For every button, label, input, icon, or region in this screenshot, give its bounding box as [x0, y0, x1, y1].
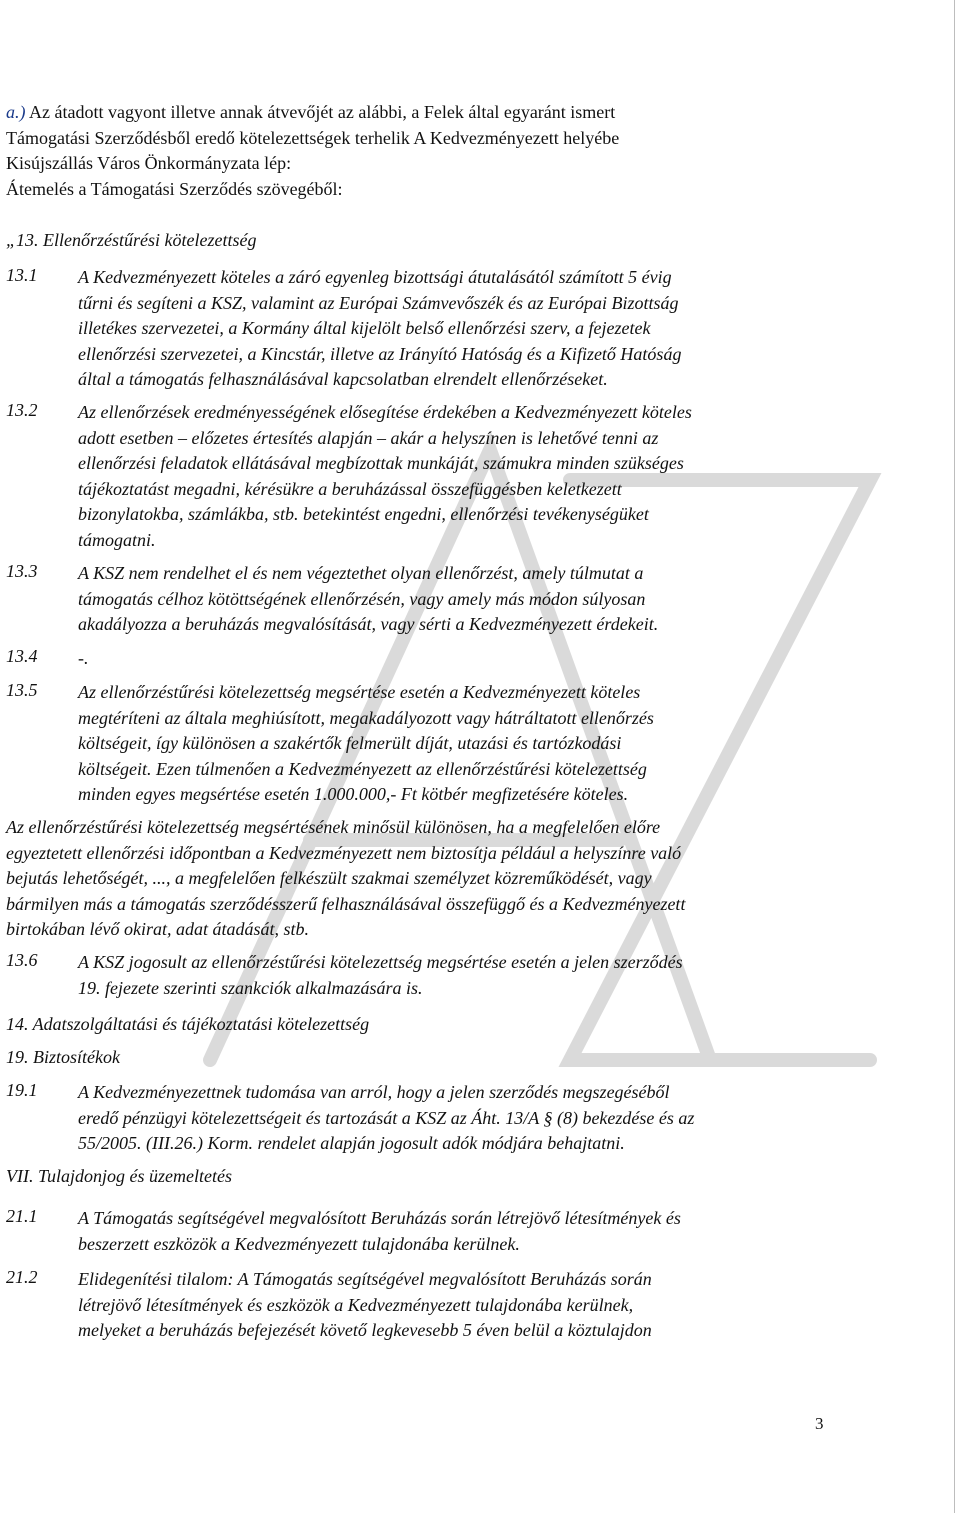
section-13-title: „13. Ellenőrzéstűrési kötelezettség — [6, 230, 257, 250]
text-line: eredő pénzügyi kötelezettségeit és tartozását a KSZ az Áht. 13/A § (8) bekezdése és az — [78, 1107, 695, 1128]
text-line: adott esetben – előzetes értesítés alapján – akár a helyszínen is lehetővé tenni az — [78, 427, 659, 448]
text-line: költségeit, így különösen a szakértők felmerült díját, utazási és tartózkodási — [78, 733, 622, 753]
item-number: 13.1 — [6, 265, 38, 285]
text-line: 55/2005. (III.26.) Korm. rendelet alapján jogosult adók módjára behajtatni. — [78, 1133, 625, 1153]
text-line: ellenőrzési feladatok ellátásával megbízottak munkáját, számukra minden szükséges — [78, 453, 684, 473]
text-line: költségeit. Ezen túlmenően a Kedvezményezett az ellenőrzéstűrési kötelezettség — [78, 758, 647, 779]
item-number: 13.2 — [6, 400, 38, 420]
item-number: 21.2 — [6, 1267, 38, 1287]
text-line: egyeztetett ellenőrzési időpontban a Kedvezményezett nem biztosítja például a helyszínre való — [6, 842, 682, 863]
text-line: A Támogatás segítségével megvalósított Beruházás során létrejövő létesítmények és — [78, 1208, 681, 1228]
text-line: tűrni és segíteni a KSZ, valamint az Európai Számvevőszék és az Európai Bizottság — [78, 292, 679, 313]
page-edge-line — [954, 0, 955, 1513]
text-line: támogatni. — [78, 529, 156, 550]
text-line: birtokában lévő okirat, adat átadását, stb. — [6, 919, 309, 939]
item-number: 13.6 — [6, 950, 38, 970]
text-line: bizonylatokba, számlákba, stb. betekintést engedni, ellenőrzési tevékenységüket — [78, 504, 649, 524]
item-21-1-text — [78, 1206, 826, 1257]
item-21-2-text — [78, 1267, 826, 1344]
text-line: illetékes szervezetei, a Kormány által kijelölt belső ellenőrzési szerv, a fejezetek — [78, 318, 651, 338]
text-line: megtéríteni az általa meghiúsított, megakadályozott vagy hátráltatott ellenőrzés — [78, 707, 654, 728]
text-line: A Kedvezményezettnek tudomása van arról, hogy a jelen szerződés megszegéséből — [78, 1082, 670, 1102]
item-number: 21.1 — [6, 1206, 38, 1226]
text-line: -. — [78, 648, 89, 668]
item-13-3-text — [78, 561, 826, 638]
text-line: A Kedvezményezett köteles a záró egyenleg bizottsági átutalásától számított 5 évig — [78, 267, 672, 287]
text-line: Az ellenőrzések eredményességének elősegítése érdekében a Kedvezményezett köteles — [78, 402, 692, 422]
item-number: 13.4 — [6, 646, 38, 666]
item-13-6-text — [78, 950, 826, 1001]
text-line: által a támogatás felhasználásával kapcsolatban elrendelt ellenőrzéseket. — [78, 369, 608, 389]
text-line: bejutás lehetőségét, ..., a megfelelően felkészült szakmai személyzet közreműködését, vagy — [6, 868, 652, 888]
text-line: bármilyen más a támogatás szerződésszerű felhasználásával összefüggő és a Kedvezményezett — [6, 893, 686, 914]
text-line: Az ellenőrzéstűrési kötelezettség megsértése esetén a Kedvezményezett köteles — [78, 682, 641, 702]
text-line: támogatás célhoz kötöttségének ellenőrzésén, vagy amely más módon súlyosan — [78, 588, 646, 609]
item-13-1-text — [78, 265, 826, 393]
intro-line: Kisújszállás Város Önkormányzata lép: — [6, 153, 292, 173]
text-line: 19. fejezete szerinti szankciók alkalmazására is. — [78, 977, 423, 998]
intro-paragraph — [6, 100, 824, 202]
text-line: beszerzett eszközök a Kedvezményezett tulajdonába kerülnek. — [78, 1233, 520, 1254]
item-number: 19.1 — [6, 1080, 38, 1100]
text-line: Az ellenőrzéstűrési kötelezettség megsértésének minősül különösen, ha a megfelelően előre — [6, 817, 661, 837]
text-line: melyeket a beruházás befejezését követő legkevesebb 5 éven belül a köztulajdon — [78, 1320, 652, 1340]
text-line: akadályozza a beruházás megvalósítását, vagy sérti a Kedvezményezett érdekeit. — [78, 614, 659, 634]
page-number: 3 — [815, 1414, 824, 1433]
text-line: A KSZ nem rendelhet el és nem végeztethet olyan ellenőrzést, amely túlmutat a — [78, 563, 644, 583]
text-line: tájékoztatást megadni, kérésükre a beruházással összefüggésben keletkezett — [78, 478, 622, 499]
intro-line: a.) Az átadott vagyont illetve annak átvevőjét az alábbi, a Felek által egyaránt ismert — [6, 102, 616, 122]
item-13-4-text — [78, 646, 826, 672]
text-line: minden egyes megsértése esetén 1.000.000,- Ft kötbér megfizetésére köteles. — [78, 784, 629, 804]
item-19-1-text — [78, 1080, 826, 1157]
heading-vii: VII. Tulajdonjog és üzemeltetés — [6, 1166, 232, 1186]
item-number: 13.3 — [6, 561, 38, 581]
item-13-5-text — [78, 680, 826, 808]
heading-14: 14. Adatszolgáltatási és tájékoztatási kötelezettség — [6, 1014, 370, 1034]
item-13-2-text — [78, 400, 826, 553]
breach-paragraph — [6, 815, 826, 943]
text-line: létrejövő létesítmények és eszközök a Kedvezményezett tulajdonába kerülnek, — [78, 1294, 634, 1315]
item-number: 13.5 — [6, 680, 38, 700]
text-line: ellenőrzési szervezetei, a Kincstár, illetve az Irányító Hatóság és a Kifizető Hatóság — [78, 343, 682, 364]
text-line: A KSZ jogosult az ellenőrzéstűrési kötelezettség megsértése esetén a jelen szerződés — [78, 952, 683, 972]
intro-line: Átemelés a Támogatási Szerződés szövegéből: — [6, 178, 343, 199]
text-line: Elidegenítési tilalom: A Támogatás segítségével megvalósított Beruházás során — [78, 1269, 652, 1289]
heading-19: 19. Biztosítékok — [6, 1047, 120, 1067]
intro-line: Támogatási Szerződésből eredő kötelezettségek terhelik A Kedvezményezett helyébe — [6, 127, 620, 148]
